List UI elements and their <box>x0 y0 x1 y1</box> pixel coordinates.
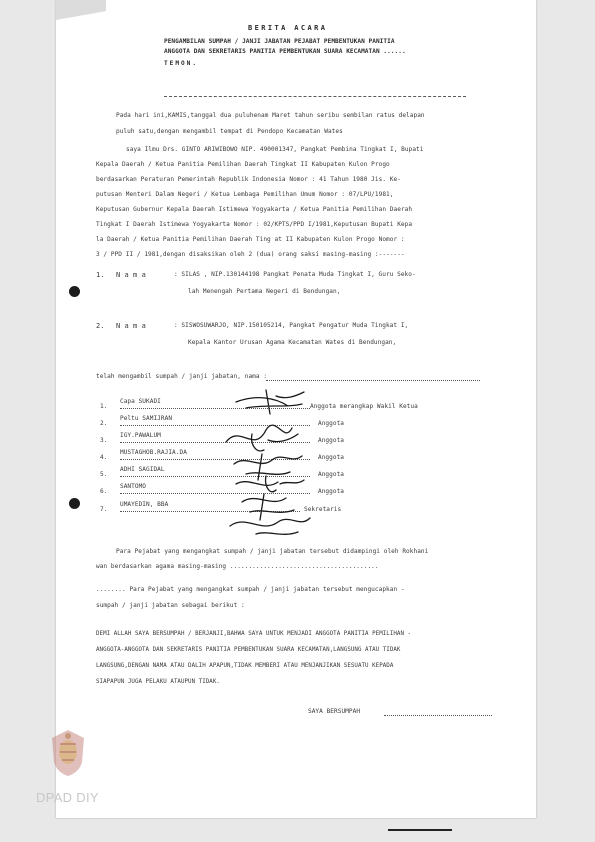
member-name: MUSTAGHOB.RAJIA.DA <box>120 449 187 456</box>
member-number: 6. <box>100 488 108 495</box>
para2-line-2: sumpah / janji jabatan sebagai berikut : <box>96 602 245 609</box>
member-signatures <box>206 384 316 554</box>
punch-hole <box>69 286 80 297</box>
witness-2-number: 2. <box>96 322 105 330</box>
witness-2-line-1: : SISWOSUWARJO, NIP.150105214, Pangkat Pengatur Muda Tingkat I, <box>174 322 409 329</box>
member-role: Anggota <box>318 437 345 444</box>
member-role: Anggota <box>318 471 345 478</box>
member-number: 7. <box>100 506 108 513</box>
member-role: Anggota <box>318 454 345 461</box>
body-line-4: Kepala Daerah / Ketua Panitia Pemilihan Daerah Tingkat II Kabupaten Kulon Progo <box>96 161 390 168</box>
oath-line-2: ANGGOTA-ANGGOTA DAN SEKRETARIS PANITIA PEMBENTUKAN SUARA KECAMATAN,LANGSUNG ATAU TIDAK <box>96 647 401 653</box>
member-name: Capa SUKADI <box>120 398 161 405</box>
member-role: Anggota <box>318 420 345 427</box>
subtitle-line-2: ANGGOTA DAN SEKRETARIS PANITIA PEMBENTUKAN SUARA KECAMATAN ...... <box>164 48 406 55</box>
member-name: UMAYEDIN, BBA <box>120 501 169 508</box>
page-edge-mark <box>388 829 452 831</box>
folded-corner <box>56 0 106 20</box>
oath-line-1: DEMI ALLAH SAYA BERSUMPAH / BERJANJI,BAHWA SAYA UNTUK MENJADI ANGGOTA PANITIA PEMILIHAN - <box>96 631 412 637</box>
document-page <box>56 0 536 818</box>
member-number: 5. <box>100 471 108 478</box>
body-line-5: berdasarkan Peraturan Pemerintah Republik Indonesia Nomor : 41 Tahun 1980 Jis. Ke- <box>96 176 401 183</box>
witness-1-label: N a m a <box>116 271 146 279</box>
title-divider <box>164 96 466 97</box>
body-line-7: Keputusan Gubernur Kepala Daerah Istimewa Yogyakarta / Ketua Panitia Pemilihan Daerah <box>96 206 413 213</box>
witness-1-number: 1. <box>96 271 105 279</box>
member-number: 3. <box>100 437 108 444</box>
witness-1-line-1: : SILAS , NIP.130144198 Pangkat Penata Muda Tingkat I, Guru Seko- <box>174 271 416 278</box>
oath-line-3: LANGSUNG,DENGAN NAMA ATAU DALIH APAPUN,TIDAK MEMBERI ATAU MENJANJIKAN SESUATU KEPADA <box>96 663 394 669</box>
member-name: ADHI SAGIDAL <box>120 466 165 473</box>
oath-line-4: SIAPAPUN JUGA PELAKU ATAUPUN TIDAK. <box>96 679 220 685</box>
body-line-10: 3 / PPD II / 1981,dengan disaksikan oleh 2 (dua) orang saksi masing-masing :------- <box>96 251 405 258</box>
member-role: Sekretaris <box>304 506 342 513</box>
body-line-9: la Daerah / Ketua Panitia Pemilihan Daerah Ting at II Kabupaten Kulon Progo Nomor : <box>96 236 405 243</box>
archive-emblem-icon <box>50 728 86 778</box>
para1-line-1: Para Pejabat yang mengangkat sumpah / janji jabatan tersebut didampingi oleh Rokhani <box>116 548 429 555</box>
witness-2-label: N a m a <box>116 322 146 330</box>
subtitle-line-1: PENGAMBILAN SUMPAH / JANJI JABATAN PEJABAT PEMBENTUKAN PANITIA <box>164 38 395 45</box>
document-title: BERITA ACARA <box>248 24 328 32</box>
archive-label: DPAD DIY <box>36 790 99 805</box>
punch-hole <box>69 498 80 509</box>
para1-line-2: wan berdasarkan agama masing-masing ........................................ <box>96 563 379 570</box>
body-line-2: puluh satu,dengan mengambil tempat di Pendopo Kecamatan Wates <box>116 128 343 135</box>
member-number: 1. <box>100 403 108 410</box>
body-line-1: Pada hari ini,KAMIS,tanggal dua puluhenam Maret tahun seribu sembilan ratus delapan <box>116 112 425 119</box>
subtitle-line-3: TEMON. <box>164 60 199 67</box>
witness-1-line-2: lah Menengah Pertama Negeri di Bendungan, <box>188 288 341 295</box>
body-line-3: saya Ilmu Drs. GINTO ARIWIBOWO NIP. 490001347, Pangkat Pembina Tingkat I, Bupati <box>126 146 424 153</box>
member-number: 2. <box>100 420 108 427</box>
member-number: 4. <box>100 454 108 461</box>
para2-line-1: ........ Para Pejabat yang mengangkat sumpah / janji jabatan tersebut mengucapkan - <box>96 586 405 593</box>
body-line-8: Tingkat I Daerah Istimewa Yogyakarta Nomor : 02/KPTS/PPD I/1981,Keputusan Bupati Kepa <box>96 221 413 228</box>
member-role: Anggota merangkap Wakil Ketua <box>310 403 418 410</box>
member-name: SANTOMO <box>120 483 147 490</box>
member-name: Peltu SAMIJRAN <box>120 415 173 422</box>
member-role: Anggota <box>318 488 345 495</box>
oath-intro: telah mengambil sumpah / janji jabatan, nama : <box>96 373 268 380</box>
member-name: IGY.PAWALUM <box>120 432 161 439</box>
oath-intro-fill <box>266 380 480 381</box>
closing-statement: SAYA BERSUMPAH <box>308 708 361 715</box>
body-line-6: putusan Menteri Dalam Negeri / Ketua Lembaga Pemilihan Umum Nomor : 07/LPU/1981, <box>96 191 394 198</box>
closing-fill <box>384 715 492 716</box>
witness-2-line-2: Kepala Kantor Urusan Agama Kecamatan Wates di Bendungan, <box>188 339 397 346</box>
